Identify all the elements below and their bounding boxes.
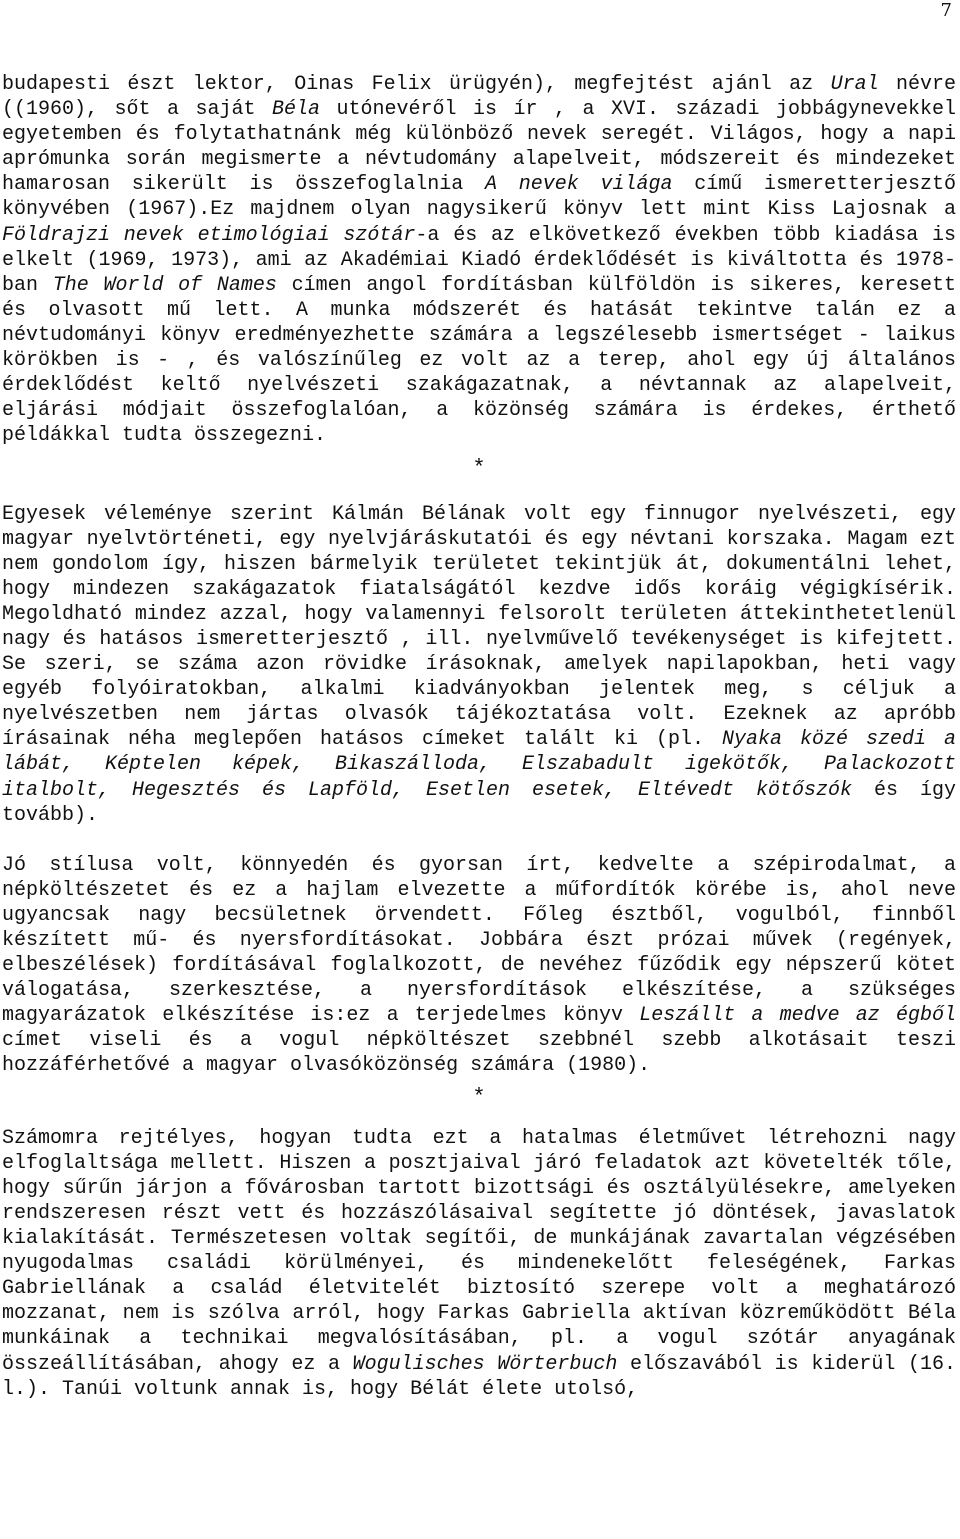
text-run: című ismeretterjesztő könyvében (1967).Ez majdnem olyan nagysikerű könyv lett mint Kiss Lajosnak a bbox=[2, 173, 957, 222]
paragraph-1 bbox=[2, 72, 956, 448]
text-run: -a és az elkövetkező években több kiadása is elkelt (1969, 1973), ami az Akadémiai Kiadó érdeklődését is kiváltotta és 1978-ban bbox=[2, 223, 956, 297]
text-run: és így tovább). bbox=[2, 778, 956, 827]
text-run: Számomra rejtélyes, hogyan tudta ezt a hatalmas életművet létrehozni nagy elfoglaltsága mellett. Hiszen a posztjaival járó feladatok azt követelték tőle, hogy sűrűn járjon a fővárosban tartott bizottsági és osztályülésekre, amelyeken rendszeresen részt vett és hozzászólásaival segítette jó döntések, javaslatok kialakítását. Természetesen voltak segítői, de munkájának zavartalan végzésében nyugodalmas családi körülményei, és mindenekelőtt feleségének, Farkas Gabriellának a család életvitelét biztosító szerepe volt a meghatározó mozzanat, nem is szólva arról, hogy Farkas Gabriella aktívan közreműködött Béla munkáinak a technikai megvalósításában, pl. a vogul szótár anyagának összeállításában, ahogy ez a bbox=[2, 1126, 956, 1376]
page-number: 7 bbox=[940, 0, 952, 21]
text-run: névre ((1960), sőt a saját bbox=[2, 73, 956, 122]
italic-text-run: A nevek világa bbox=[485, 173, 673, 197]
paragraph-3 bbox=[2, 853, 956, 1079]
italic-text-run: Leszállt a medve az égből bbox=[639, 1004, 956, 1028]
text-run: címet viseli és a vogul népköltészet szebbnél szebb alkotásait teszi hozzáférhetővé a magyar olvasóközönség számára (1980). bbox=[2, 1029, 956, 1078]
italic-text-run: Ural bbox=[830, 73, 879, 96]
text-run: Egyesek véleménye szerint Kálmán Bélának volt egy finnugor nyelvészeti, egy magyar nyelvtörténeti, egy nyelvjáráskutatói és egy névtani korszaka. Magam ezt nem gondolom így, hiszen bármelyik területet tekintjük át, dokumentálni lehet, hogy mindezen szakágazatok fiatalságától kezdve idős koráig végigkísérik. Megoldható mindez azzal, hogy valamennyi felsorolt területen áttekinthetetlenül nagy és hatásos ismeretterjesztő , ill. nyelvművelő tevékenységet is kifejtett. Se szeri, se száma azon rövidke írásoknak, amelyek napilapokban, heti vagy egyéb folyóiratokban, alkalmi kiadványokban jelentek meg, s céljuk a nyelvészetben nem jártas olvasók tájékoztatása volt. Ezeknek az apróbb írásainak néha meglepően hatásos címeket talált ki (pl. bbox=[2, 502, 956, 752]
italic-text-run: Nyaka közé szedi a lábát, Képtelen képek, Bikaszálloda, Elszabadult igekötők, Palackozott italbolt, Hegesztés és Lapföld, Esetlen esetek, Eltévedt kötőszók bbox=[2, 728, 956, 802]
italic-text-run: Wogulisches Wörterbuch bbox=[352, 1352, 618, 1376]
italic-text-run: Földrajzi nevek etimológiai szótár bbox=[2, 223, 416, 247]
text-run: budapesti észt lektor, Oinas Felix ürügyén), megfejtést ajánl az bbox=[2, 73, 831, 96]
paragraph-4 bbox=[2, 1126, 956, 1402]
italic-text-run: Béla bbox=[271, 98, 320, 122]
text-run: utónevéről is ír , a XVI. századi jobbágynevekkel egyetemben és folytathatnánk még különböző nevek seregét. Világos, hogy a napi aprómunka során megismerte a névtudomány alapelveit, módszereit és mindezeket hamarosan sikerült is összefoglalnia bbox=[2, 98, 956, 197]
section-separator: * bbox=[472, 456, 486, 482]
paragraph-gap bbox=[2, 828, 956, 853]
text-run: előszavából is kiderül (16. l.). Tanúi voltunk annak is, hogy Bélát élete utolsó, bbox=[2, 1352, 957, 1401]
text-run: címen angol fordításban külföldön is sikeres, keresett és olvasott mű lett. A munka módszerét és hatását tekintve talán ez a névtudományi könyv eredményezhette számára a legszélesebb ismertséget - laikus körökben is - , és valószínűleg ez volt az a terep, ahol egy új általános érdeklődést keltő nyelvészeti szakágazatnak, a névtannak az alapelveit, eljárási módjait összefoglalóan, a közönség számára is érdekes, érthető példákkal tudta összegezni. bbox=[2, 273, 956, 448]
body-text bbox=[2, 72, 956, 1402]
italic-text-run: The World of Names bbox=[52, 273, 277, 297]
section-separator: * bbox=[472, 1084, 486, 1110]
text-run: Jó stílusa volt, könnyedén és gyorsan írt, kedvelte a szépirodalmat, a népköltészetet és ez a hajlam elvezette a műfordítók körébe is, ahol neve ugyancsak nagy becsületnek örvendett. Főleg észtből, vogulból, finnből készített mű- és nyersfordításokat. Jobbára észt prózai művek (regények, elbeszélések) fordításával foglalkozott, de nevéhez fűződik egy népszerű kötet válogatása, szerkesztése, a nyersfordítások elkészítése, a szükséges magyarázatok elkészítése is:ez a terjedelmes könyv bbox=[2, 853, 956, 1028]
paragraph-2 bbox=[2, 502, 956, 828]
